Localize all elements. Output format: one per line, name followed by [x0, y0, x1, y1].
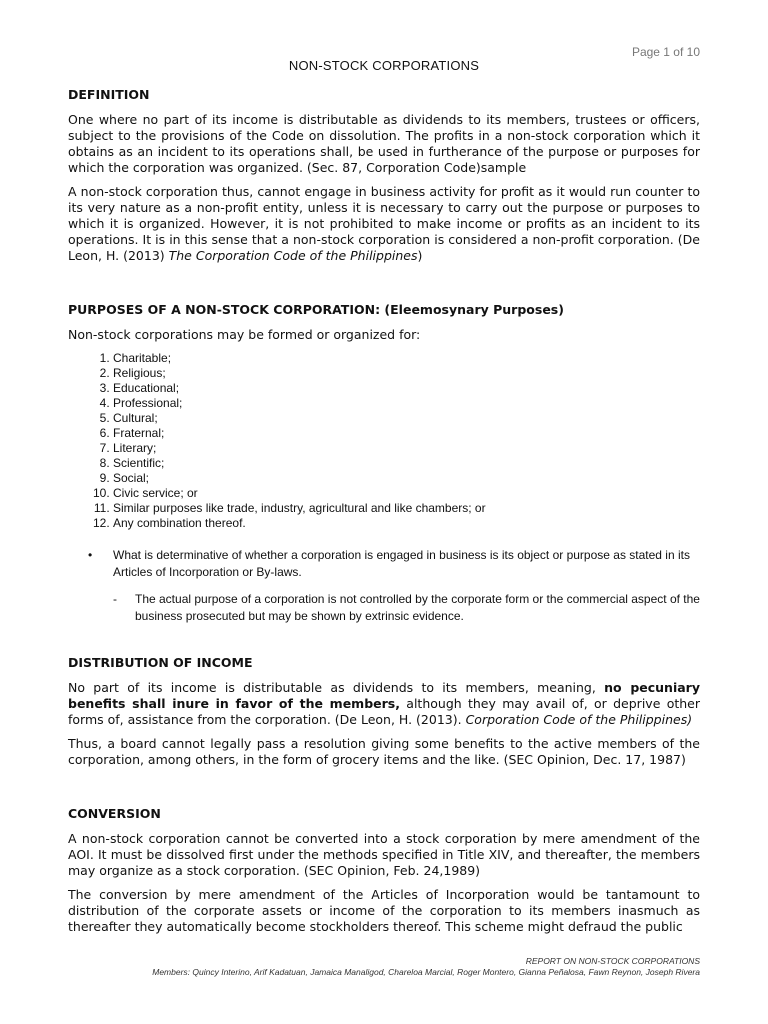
purposes-section	[68, 302, 700, 625]
page-footer	[152, 956, 700, 978]
conversion-paragraph-2: The conversion by mere amendment of the Articles of Incorporation would be tantamount to distribution of the corporate assets or income of the corporation to its members inasmuch as thereafter they automatically become stockholders thereof. This scheme might defraud the public	[68, 887, 700, 934]
list-item: 2. Religious;	[113, 366, 700, 381]
conversion-section	[68, 806, 700, 935]
purposes-list	[68, 351, 700, 531]
distribution-bold-text: no pecuniary benefits shall inure in favor of the members,	[68, 680, 700, 711]
bullet-item	[88, 547, 700, 625]
footer-report-title: REPORT ON NON-STOCK CORPORATIONS	[525, 956, 700, 966]
list-item: 3. Educational;	[113, 381, 700, 396]
list-item: 7. Literary;	[113, 441, 700, 456]
list-item: 11. Similar purposes like trade, industry, agricultural and like chambers; or	[113, 501, 700, 516]
list-item: 4. Professional;	[113, 396, 700, 411]
sub-bullet-item	[113, 591, 700, 625]
distribution-paragraph-2: Thus, a board cannot legally pass a resolution giving some benefits to the active members of the corporation, among others, in the form of grocery items and the like. (SEC Opinion, Dec. 17, 1987)	[68, 736, 700, 767]
page-number: Page 1 of 10	[631, 45, 700, 59]
conversion-heading: CONVERSION	[68, 806, 161, 821]
distribution-heading: DISTRIBUTION OF INCOME	[68, 655, 253, 670]
list-item: 9. Social;	[113, 471, 700, 486]
definition-paragraph-2	[68, 184, 700, 264]
definition-paragraph-1: One where no part of its income is distributable as dividends to its members, trustees or officers, subject to the provisions of the Code on dissolution. The profits in a non-stock corporation which it obtains as an incident to its operations shall, be used in furtherance of the purpose or purposes for which the corporation was organized. (Sec. 87, Corporation Code)sample	[68, 112, 700, 175]
sub-bullet-text: The actual purpose of a corporation is not controlled by the corporate form or the commercial aspect of the business prosecuted but may be shown by extrinsic evidence.	[135, 592, 700, 623]
list-item: 10. Civic service; or	[113, 486, 700, 501]
book-title: Corporation Code of the Philippines)	[465, 712, 693, 727]
list-item: 1. Charitable;	[113, 351, 700, 366]
list-item: 12. Any combination thereof.	[113, 516, 700, 531]
footer-members: Members: Quincy Interino, Arif Kadatuan, Jamaica Manaligod, Chareloa Marcial, Roger Montero, Gianna Peñalosa, Fawn Reynon, Joseph Rivera	[152, 967, 700, 977]
conversion-paragraph-1: A non-stock corporation cannot be converted into a stock corporation by mere amendment of the AOI. It must be dissolved first under the methods specified in Title XIV, and thereafter, the members may organize as a stock corporation. (SEC Opinion, Feb. 24,1989)	[68, 831, 700, 878]
document-title: NON-STOCK CORPORATIONS	[288, 58, 480, 73]
definition-section	[68, 87, 700, 264]
purposes-heading: PURPOSES OF A NON-STOCK CORPORATION: (Eleemosynary Purposes)	[68, 302, 564, 317]
bullet-icon: •	[88, 548, 93, 562]
list-item: 6. Fraternal;	[113, 426, 700, 441]
definition-heading: DEFINITION	[68, 87, 150, 102]
book-title: The Corporation Code of the Philippines	[168, 248, 418, 263]
list-item: 8. Scientific;	[113, 456, 700, 471]
closing-paren: )	[417, 248, 423, 263]
document-body	[68, 58, 700, 943]
definition-paragraph-2-text: A non-stock corporation thus, cannot engage in business activity for profit as it would run counter to its very nature as a non-profit entity, unless it is necessary to carry out the purpose or purposes to which it is organized. However, it is not prohibited to make income or profits as an incident to its operations. It is in this sense that a non-stock corporation is considered a non-profit corporation. (De Leon, H. (2013)	[68, 184, 700, 263]
dash-icon: -	[113, 592, 117, 606]
purposes-intro: Non-stock corporations may be formed or organized for:	[68, 327, 421, 342]
distribution-text-start: No part of its income is distributable as dividends to its members, meaning,	[68, 680, 605, 695]
bullet-text: What is determinative of whether a corporation is engaged in business is its object or purpose as stated in its Articles of Incorporation or By-laws.	[113, 548, 690, 579]
distribution-paragraph-1	[68, 680, 700, 728]
determinative-bullets	[68, 547, 700, 625]
distribution-text-mid: although they may avail of, or deprive other forms of, assistance from the corporation. (De Leon, H. (2013).	[68, 696, 700, 727]
list-item: 5. Cultural;	[113, 411, 700, 426]
distribution-section	[68, 655, 700, 768]
